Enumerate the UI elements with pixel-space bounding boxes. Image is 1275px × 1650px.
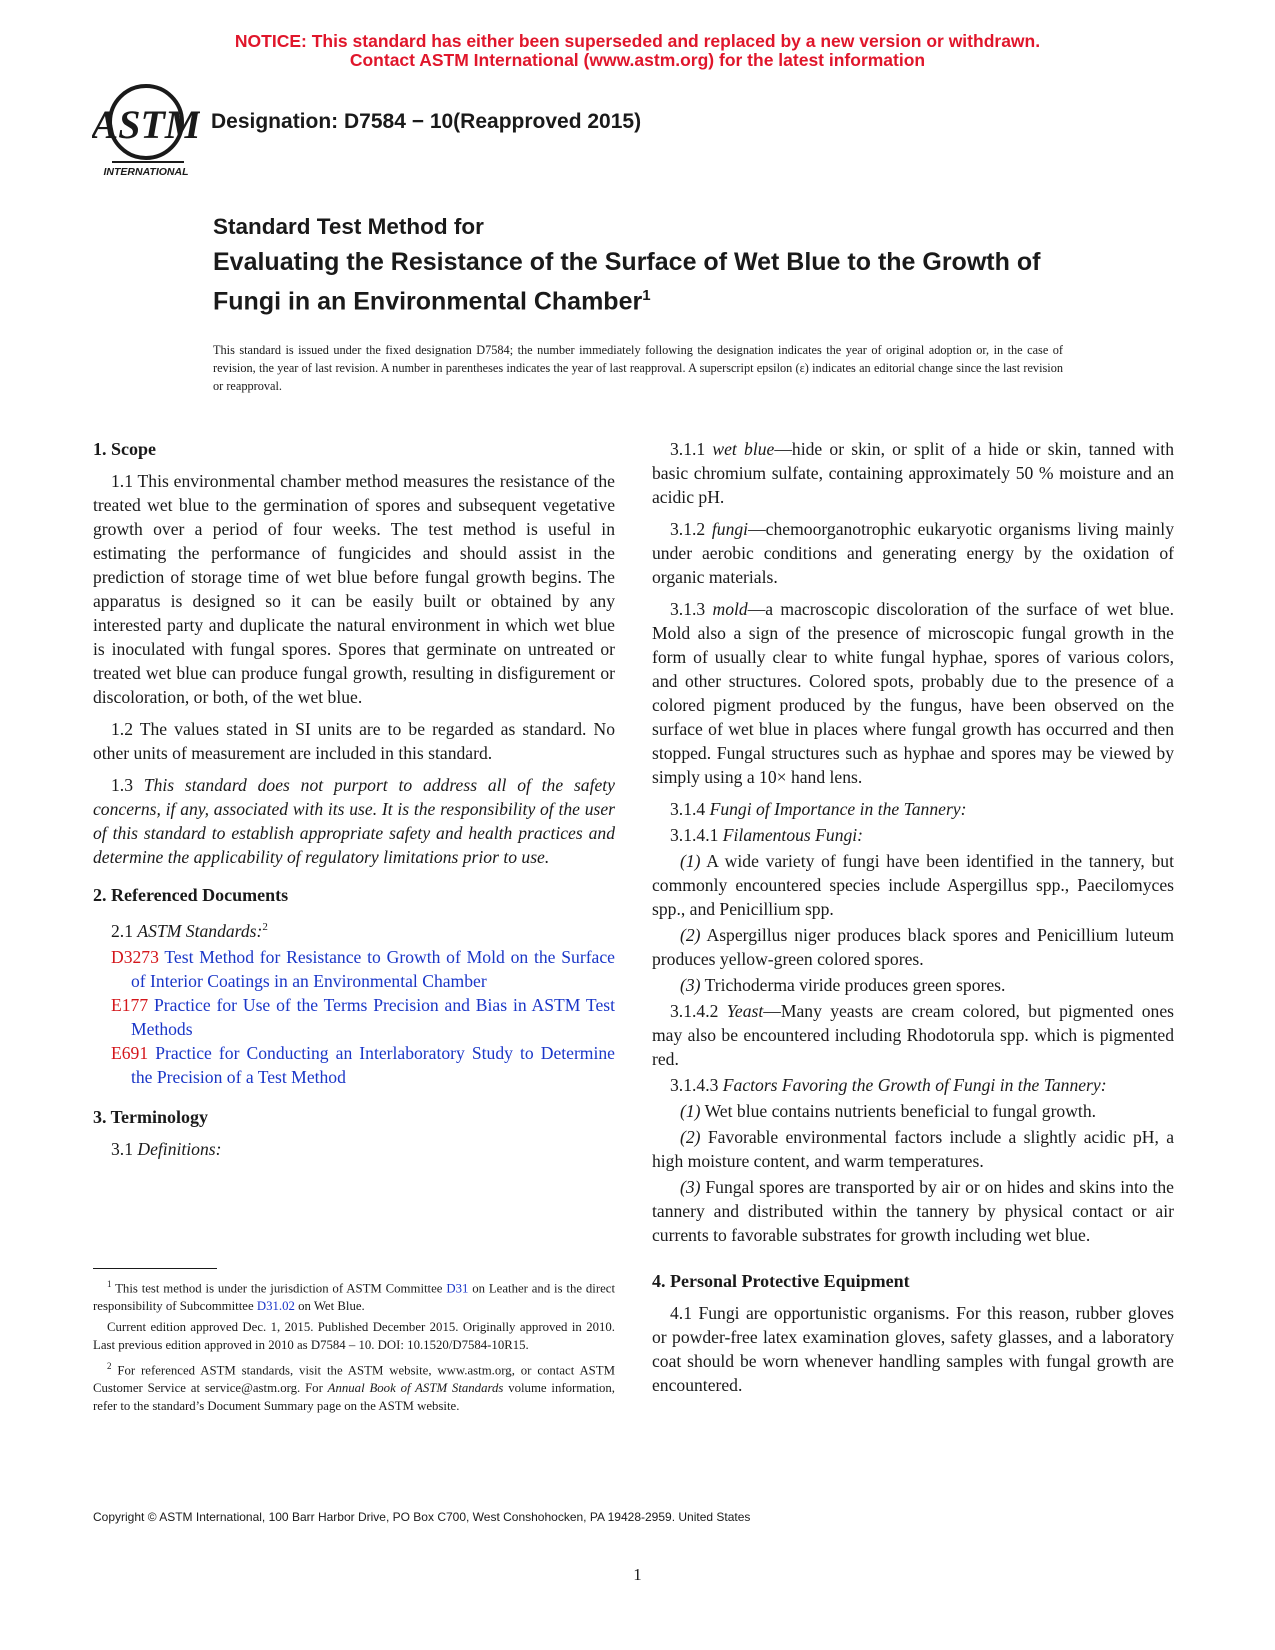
notice-line-2: Contact ASTM International (www.astm.org) for the latest information: [349, 50, 926, 70]
footnote-2: [93, 1358, 615, 1415]
item-text: Aspergillus niger produces black spores and Penicillium luteum produces yellow-green colored spores.: [652, 925, 1174, 969]
section-1-heading: 1. Scope: [93, 439, 156, 459]
para-1-3-text: This standard does not purport to address all of the safety concerns, if any, associated with its use. It is the responsibility of the user of this standard to establish appropriate safety and health practices and determine the applicability of regulatory limitations prior to use.: [93, 775, 615, 867]
reference-code[interactable]: D3273: [111, 946, 159, 967]
para-3-1-number: 3.1: [111, 1138, 133, 1159]
footnote-2-text-b: volume information, refer to the standard’s Document Summary page on the ASTM website.: [93, 1381, 616, 1413]
subheading-text: Fungi of Importance in the Tannery:: [709, 799, 967, 819]
subheading-text: Filamentous Fungi:: [722, 825, 864, 845]
para-2-1-text: ASTM Standards:: [137, 920, 263, 941]
subcommittee-link[interactable]: D31.02: [256, 1298, 295, 1313]
para-1-2: 1.2 The values stated in SI units are to be regarded as standard. No other units of measurement are included in this standard.: [93, 719, 615, 763]
item-text: Trichoderma viride produces green spores.: [704, 975, 1006, 995]
withdrawal-notice: [0, 32, 1275, 70]
definition-text: —hide or skin, or split of a hide or skin, tanned with basic chromium sulfate, containing approximately 50 % moisture and an acidic pH.: [652, 439, 1174, 507]
list-item: [652, 973, 1174, 997]
para-3-1-4-1: [652, 823, 1174, 847]
astm-logo: [92, 80, 200, 180]
issued-note: This standard is issued under the fixed designation D7584; the number immediately following the designation indicates the year of original adoption or, in the case of revision, the year of last revision. A number in parentheses indicates the year of last reapproval. A superscript epsilon (ε) indicates an editorial change since the last revision or reapproval.: [213, 343, 1063, 393]
section-4-heading: 4. Personal Protective Equipment: [652, 1271, 910, 1291]
section-2-heading: 2. Referenced Documents: [93, 885, 289, 905]
para-number: 3.1.4.3: [670, 1075, 719, 1095]
definition-text: —a macroscopic discoloration of the surface of wet blue. Mold also a sign of the presence of microscopic fungal growth in the form of usually clear to white fungal hyphae, spores of various colors, and other structures. Colored spots, probably due to the presence of a colored pigment produced by the fungus, have been observed on the surface of wet blue in places where fungal growth has occurred and then stopped. Fungal structures such as hyphae and spores may be viewed by simply using a 10× hand lens.: [652, 599, 1174, 787]
copyright-line: Copyright © ASTM International, 100 Barr Harbor Drive, PO Box C700, West Conshohocken, PA 19428-2959. United States: [93, 1510, 751, 1524]
edition-note: Current edition approved Dec. 1, 2015. Published December 2015. Originally approved in 2010. Last previous edition approved in 2010 as D7584 – 10. DOI: 10.1520/D7584-10R15.: [93, 1320, 615, 1352]
para-number: 3.1.2: [670, 519, 706, 539]
item-marker: (1): [680, 1101, 701, 1121]
para-3-1-1: [652, 437, 1174, 509]
item-text: Wet blue contains nutrients beneficial to fungal growth.: [704, 1101, 1097, 1121]
para-number: 3.1.4.1: [670, 825, 719, 845]
item-marker: (2): [680, 1127, 701, 1147]
footnotes: [93, 1276, 615, 1419]
para-number: 3.1.4: [670, 799, 706, 819]
para-1-1: 1.1 This environmental chamber method measures the resistance of the treated wet blue to the germination of spores and subsequent vegetative growth over a period of four weeks. The test method is useful in estimating the performance of fungicides and should assist in the prediction of storage time of wet blue before fungal growth begins. The apparatus is designed so it can be easily built or obtained by any interested party and duplicate the natural environment in which wet blue is inoculated with fungal spores. Spores that germinate on untreated or treated wet blue can produce fungal growth, resulting in disfigurement or discoloration, or both, of the wet blue.: [93, 471, 615, 707]
defined-term: Yeast: [726, 1001, 764, 1021]
footnote-2-mark: 2: [107, 1361, 112, 1372]
para-3-1-4-3: [652, 1073, 1174, 1097]
item-text: A wide variety of fungi have been identified in the tannery, but commonly encountered species include Aspergillus spp., Paecilomyces spp., and Penicillium spp.: [652, 851, 1174, 919]
reference-title[interactable]: Test Method for Resistance to Growth of Mold on the Surface of Interior Coatings in an Environmental Chamber: [131, 946, 615, 991]
para-3-1-2: [652, 517, 1174, 589]
designation: Designation: D7584 − 10(Reapproved 2015): [211, 110, 642, 133]
document-title: [213, 246, 1073, 318]
definition-text: —chemoorganotrophic eukaryotic organisms living mainly under aerobic conditions and generating energy by the oxidation of organic materials.: [652, 519, 1174, 587]
svg-text:INTERNATIONAL: INTERNATIONAL: [103, 166, 189, 178]
para-3-1-4-2: [652, 999, 1174, 1071]
list-item: [652, 1099, 1174, 1123]
footnote-divider: [93, 1268, 217, 1269]
reference-item[interactable]: [93, 1041, 615, 1089]
defined-term: mold: [712, 599, 748, 619]
para-4-1: 4.1 Fungi are opportunistic organisms. For this reason, rubber gloves or powder-free latex examination gloves, safety glasses, and a laboratory coat should be worn whenever handling samples with fungal growth are encountered.: [652, 1303, 1174, 1395]
para-number: 3.1.1: [670, 439, 706, 459]
item-marker: (3): [680, 975, 701, 995]
notice-line-1: NOTICE: This standard has either been superseded and replaced by a new version or withdrawn.: [234, 31, 1041, 51]
svg-text:ASTM: ASTM: [92, 102, 200, 147]
right-column: [652, 437, 1174, 1405]
footnote-2-book-title: Annual Book of ASTM Standards: [327, 1381, 504, 1396]
footnote-1-mark: 1: [107, 1279, 112, 1289]
definition-text: —Many yeasts are cream colored, but pigmented ones may also be encountered including Rhodotorula spp. which is pigmented red.: [652, 1001, 1174, 1069]
para-2-1-number: 2.1: [111, 920, 133, 941]
reference-item[interactable]: [93, 993, 615, 1041]
defined-term: wet blue: [712, 439, 775, 459]
footnote-2-text-a: For referenced ASTM standards, visit the ASTM website, www.astm.org, or contact ASTM Customer Service at service@astm.org. For: [93, 1363, 615, 1396]
item-marker: (1): [680, 851, 701, 871]
footnote-1-text-c: on Wet Blue.: [298, 1298, 365, 1313]
item-text: Favorable environmental factors include a slightly acidic pH, a high moisture content, and warm temperatures.: [652, 1127, 1174, 1171]
list-item: [652, 923, 1174, 971]
reference-title[interactable]: Practice for Conducting an Interlaboratory Study to Determine the Precision of a Test Method: [131, 1042, 615, 1087]
para-3-1: [93, 1137, 615, 1161]
reference-code[interactable]: E177: [111, 994, 149, 1015]
para-2-1-footnote-mark: 2: [262, 921, 268, 933]
para-3-1-text: Definitions:: [137, 1138, 222, 1159]
reference-title[interactable]: Practice for Use of the Terms Precision and Bias in ASTM Test Methods: [131, 994, 615, 1039]
para-number: 3.1.3: [670, 599, 706, 619]
footnote-1: [93, 1276, 615, 1315]
defined-term: fungi: [711, 519, 749, 539]
list-item: [652, 849, 1174, 921]
para-number: 3.1.4.2: [670, 1001, 719, 1021]
list-item: [652, 1175, 1174, 1247]
committee-link[interactable]: D31: [446, 1281, 469, 1296]
section-3-heading: 3. Terminology: [93, 1106, 209, 1127]
item-text: Fungal spores are transported by air or on hides and skins into the tannery and distributed within the tannery by physical contact or air currents to favorable substrates for growth including wet blue.: [652, 1177, 1174, 1245]
title-subtitle: Standard Test Method for: [213, 214, 484, 239]
reference-code[interactable]: E691: [111, 1042, 149, 1063]
footnote-1-text-a: This test method is under the jurisdiction of ASTM Committee: [115, 1281, 443, 1296]
left-column: [93, 437, 615, 1169]
para-1-3: [93, 773, 615, 869]
page-number: 1: [633, 1565, 642, 1584]
footnote-1-text-b: on Leather and is the direct responsibility of Subcommittee: [93, 1281, 616, 1313]
item-marker: (3): [680, 1177, 701, 1197]
para-3-1-4: [652, 797, 1174, 821]
title-text: Evaluating the Resistance of the Surface of Wet Blue to the Growth of Fungi in an Environmental Chamber: [213, 248, 1041, 316]
para-1-3-number: 1.3: [111, 775, 133, 795]
list-item: [652, 1125, 1174, 1173]
reference-item[interactable]: [93, 945, 615, 993]
subheading-text: Factors Favoring the Growth of Fungi in the Tannery:: [722, 1075, 1107, 1095]
para-3-1-3: [652, 597, 1174, 789]
title-footnote-mark: 1: [642, 287, 651, 304]
astm-logo-icon: [92, 80, 200, 180]
item-marker: (2): [680, 925, 701, 945]
para-2-1: [93, 915, 615, 943]
